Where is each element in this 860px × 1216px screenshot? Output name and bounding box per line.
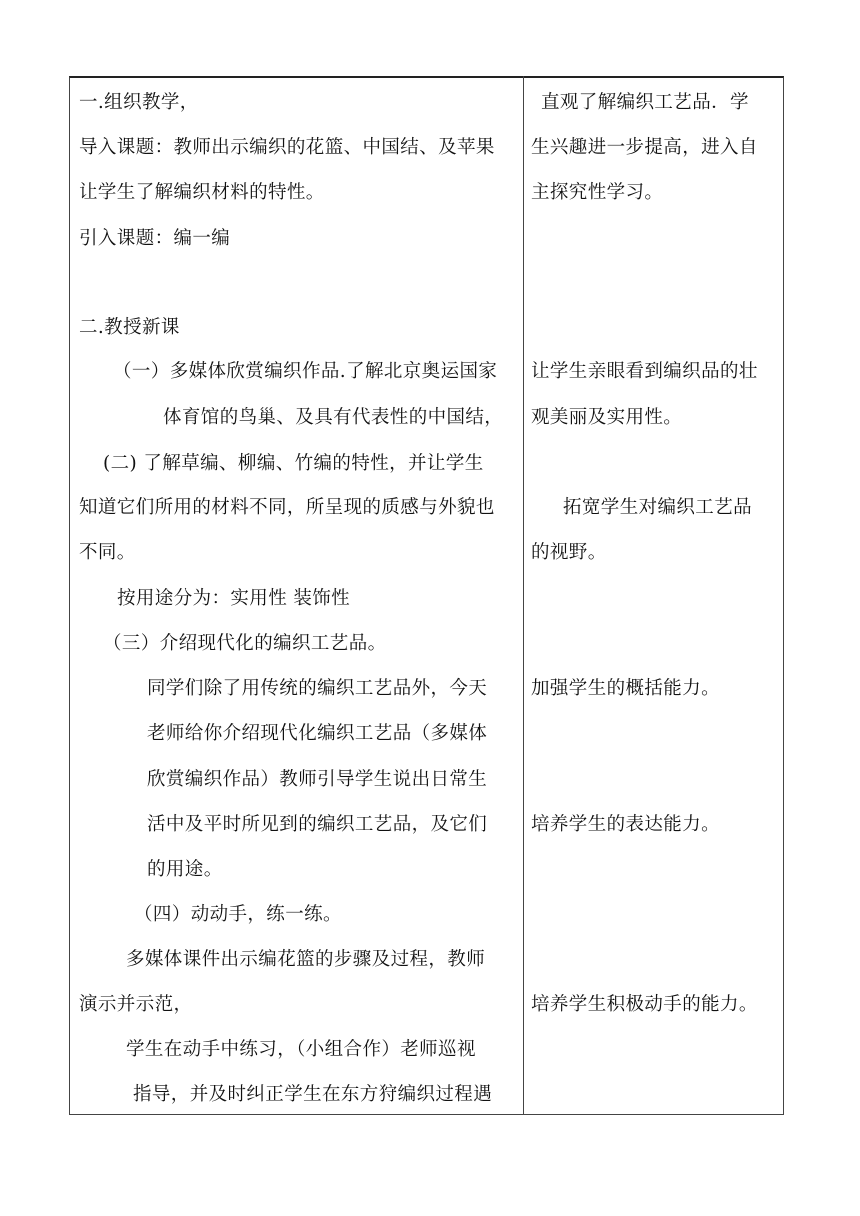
left-line-5: 二.教授新课 [79, 317, 180, 338]
right-line-4: 让学生亲眼看到编织品的壮 [531, 361, 758, 382]
left-line-18: （四）动动手，练一练。 [134, 904, 342, 925]
left-line-2: 导入课题：教师出示编织的花篮、中国结、及苹果 [79, 137, 495, 158]
left-line-9: 知道它们所用的材料不同，所呈现的质感与外貌也 [79, 497, 495, 518]
left-line-14: 老师给你介绍现代化编织工艺品（多媒体 [147, 723, 488, 744]
left-line-17: 的用途。 [147, 859, 223, 880]
left-line-16: 活中及平时所见到的编织工艺品，及它们 [147, 814, 488, 835]
left-line-22: 指导，并及时纠正学生在东方狩编织过程遇 [133, 1084, 493, 1105]
right-line-6: 拓宽学生对编织工艺品 [563, 497, 753, 518]
left-line-11: 按用途分为：实用性 装饰性 [117, 588, 351, 609]
right-line-5: 观美丽及实用性。 [531, 407, 683, 428]
right-line-2: 生兴趣进一步提高，进入自 [531, 137, 758, 158]
left-line-1: 一.组织教学， [79, 92, 199, 113]
left-line-12: （三）介绍现代化的编织工艺品。 [103, 633, 387, 654]
left-line-6: （一）多媒体欣赏编织作品.了解北京奥运国家 [113, 361, 498, 382]
left-line-10: 不同。 [79, 542, 136, 563]
left-line-8: (二) 了解草编、柳编、竹编的特性，并让学生 [103, 453, 484, 474]
left-line-15: 欣赏编织作品）教师引导学生说出日常生 [147, 769, 488, 790]
left-line-19: 多媒体课件出示编花篮的步骤及过程，教师 [126, 949, 486, 970]
left-line-20: 演示并示范， [79, 994, 193, 1015]
right-line-9: 培养学生的表达能力。 [531, 814, 721, 835]
right-line-7: 的视野。 [531, 542, 607, 563]
left-line-4: 引入课题：编一编 [79, 228, 231, 249]
right-line-10: 培养学生积极动手的能力。 [531, 994, 758, 1015]
left-line-21: 学生在动手中练习，（小组合作）老师巡视 [126, 1039, 476, 1060]
column-divider [523, 76, 524, 1115]
right-line-8: 加强学生的概括能力。 [531, 678, 721, 699]
right-line-3: 主探究性学习。 [531, 182, 664, 203]
left-line-7: 体育馆的鸟巢、及具有代表性的中国结， [163, 407, 504, 428]
right-line-1: 直观了解编织工艺品．学 [541, 92, 749, 113]
left-line-13: 同学们除了用传统的编织工艺品外，今天 [147, 678, 488, 699]
left-line-3: 让学生了解编织材料的特性。 [79, 182, 325, 203]
